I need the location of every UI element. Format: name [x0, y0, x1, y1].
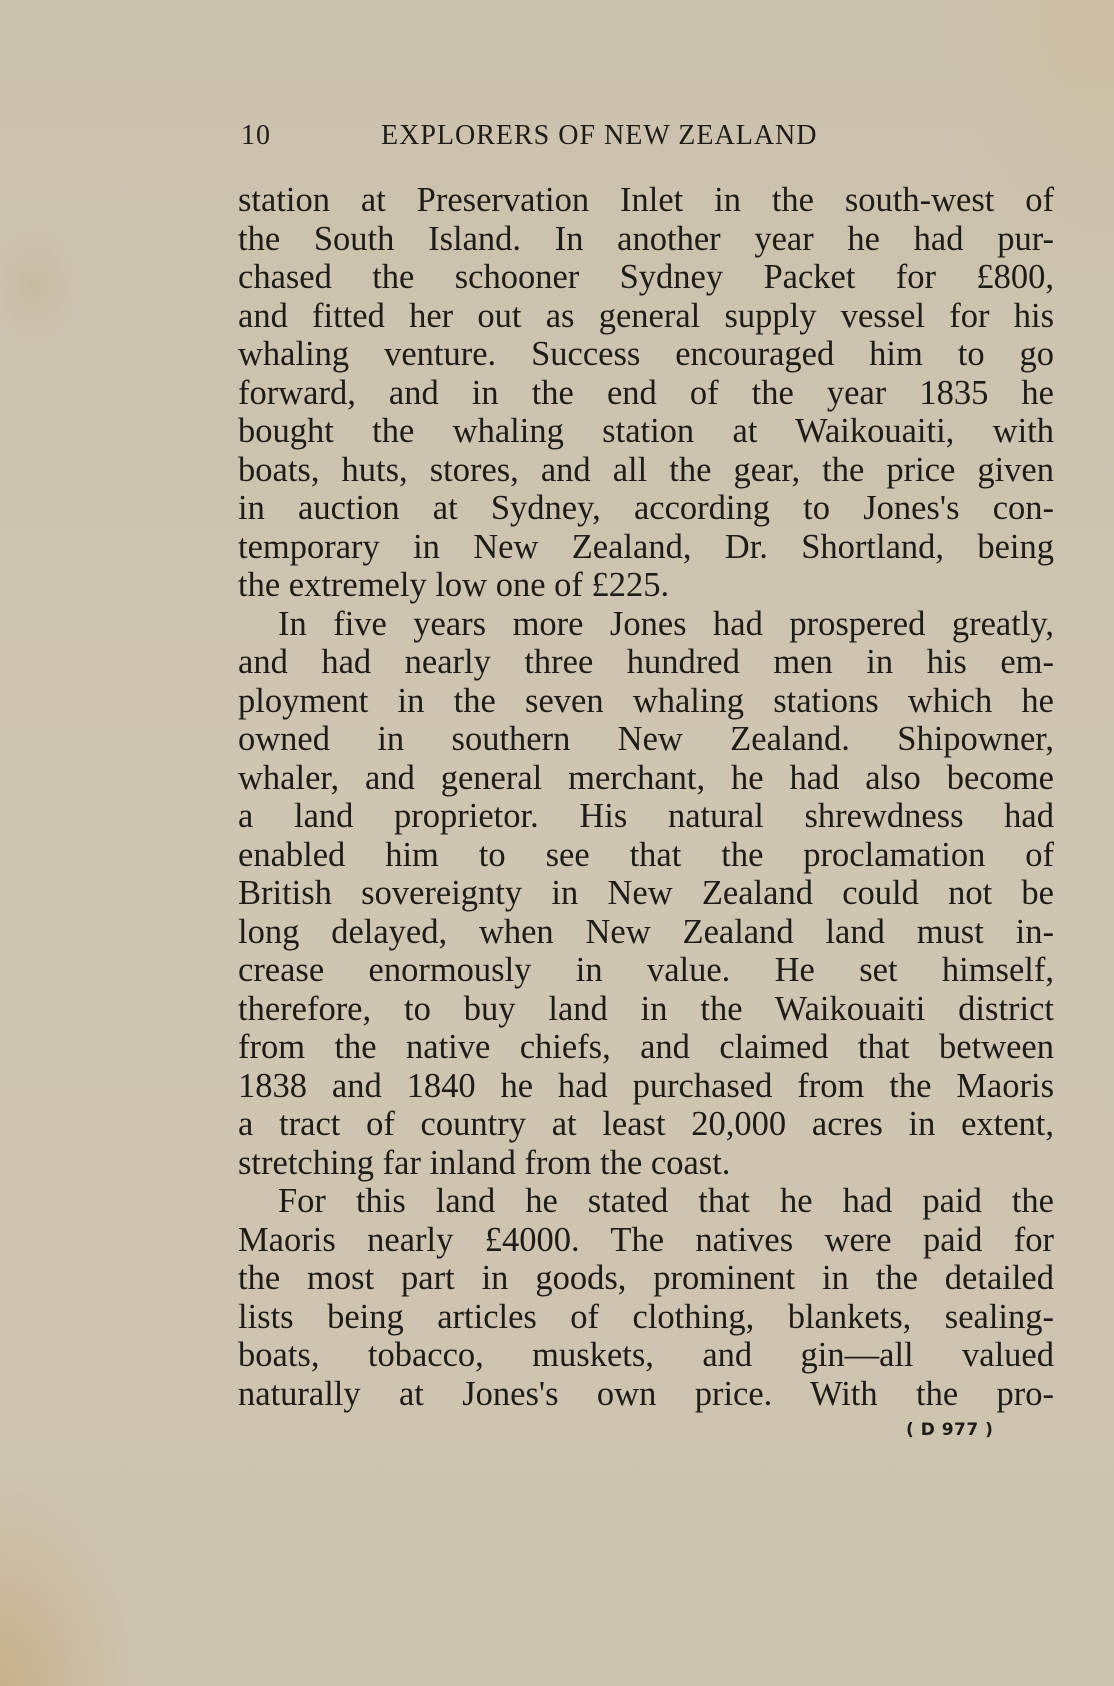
text-line: therefore, to buy land in the Waikouaiti district: [238, 989, 1054, 1028]
text-line: station at Preservation Inlet in the south-west of: [238, 181, 1054, 219]
text-line: and had nearly three hundred men in his em-: [238, 643, 1054, 681]
body-text: [238, 181, 1054, 1413]
page-header: [237, 120, 907, 160]
text-line: lists being articles of clothing, blankets, sealing-: [238, 1297, 1054, 1336]
text-line: In five years more Jones had prospered greatly,: [278, 604, 1054, 643]
text-line: British sovereignty in New Zealand could not be: [238, 874, 1054, 912]
text-line: the extremely low one of £225.: [238, 566, 670, 604]
text-line: bought the whaling station at Waikouaiti, with: [238, 412, 1054, 450]
text-line: chased the schooner Sydney Packet for £800,: [238, 258, 1054, 296]
text-line: forward, and in the end of the year 1835 he: [238, 373, 1054, 412]
page-number: 10: [241, 120, 271, 151]
text-line: crease enormously in value. He set himself,: [238, 951, 1054, 989]
text-line: enabled him to see that the proclamation of: [238, 835, 1054, 874]
signature-mark: ( D 977 ): [906, 1420, 994, 1440]
text-line: in auction at Sydney, according to Jones's con-: [238, 489, 1054, 527]
running-head: EXPLORERS OF NEW ZEALAND: [381, 120, 818, 151]
text-line: a land proprietor. His natural shrewdness had: [238, 797, 1054, 835]
text-line: naturally at Jones's own price. With the pro-: [238, 1374, 1054, 1413]
text-line: Maoris nearly £4000. The natives were paid for: [238, 1220, 1054, 1259]
text-line: the South Island. In another year he had pur-: [238, 219, 1054, 258]
text-line: whaler, and general merchant, he had also become: [238, 758, 1054, 797]
text-line: long delayed, when New Zealand land must in-: [238, 912, 1054, 951]
text-line: owned in southern New Zealand. Shipowner,: [238, 720, 1054, 758]
text-line: boats, huts, stores, and all the gear, the price given: [238, 450, 1054, 489]
text-line: ployment in the seven whaling stations which he: [238, 681, 1054, 720]
text-line: whaling venture. Success encouraged him to go: [238, 335, 1054, 373]
text-line: stretching far inland from the coast.: [238, 1143, 731, 1182]
text-line: a tract of country at least 20,000 acres in extent,: [238, 1105, 1054, 1143]
text-line: 1838 and 1840 he had purchased from the Maoris: [238, 1066, 1054, 1105]
text-line: from the native chiefs, and claimed that between: [238, 1028, 1054, 1066]
text-line: temporary in New Zealand, Dr. Shortland, being: [238, 527, 1054, 566]
text-line: For this land he stated that he had paid the: [278, 1182, 1054, 1220]
text-line: the most part in goods, prominent in the detailed: [238, 1259, 1054, 1297]
text-line: boats, tobacco, muskets, and gin—all valued: [238, 1336, 1054, 1374]
text-line: and fitted her out as general supply vessel for his: [238, 296, 1054, 335]
